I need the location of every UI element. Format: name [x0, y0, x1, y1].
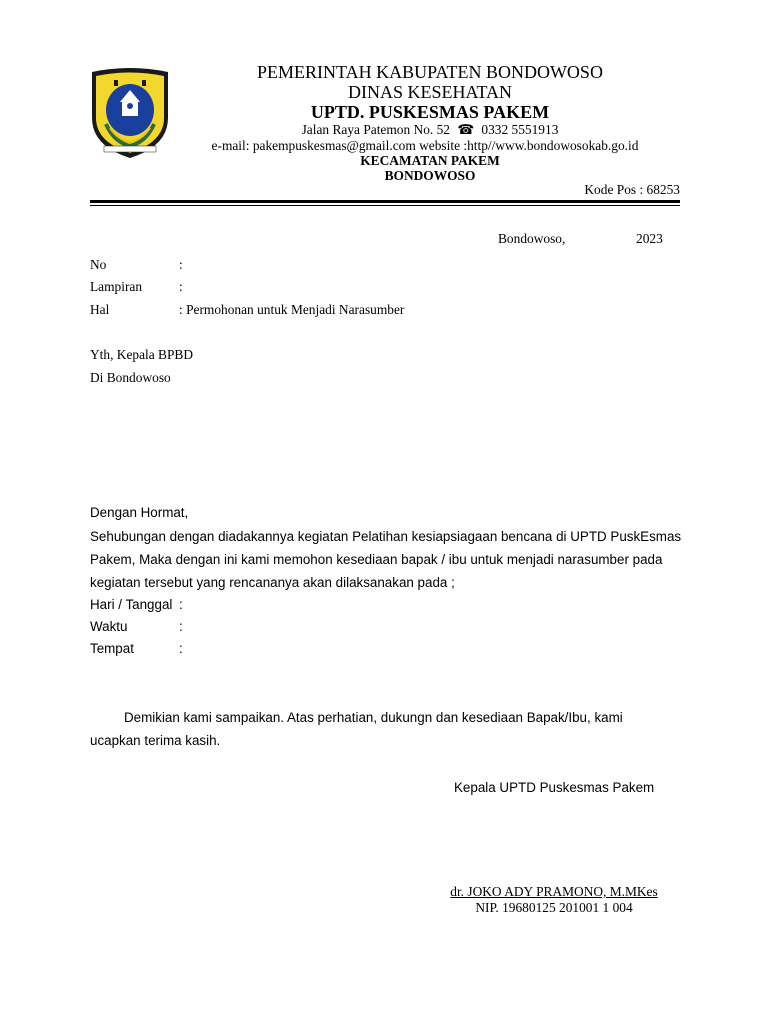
closing-line-2: ucapkan terima kasih. — [90, 733, 221, 748]
letterhead-city: BONDOWOSO — [384, 168, 476, 183]
signature-title: Kepala UPTD Puskesmas Pakem — [454, 780, 655, 795]
meta-label-lampiran: Lampiran — [90, 279, 143, 294]
paragraph-line-3: kegiatan tersebut yang rencananya akan dilaksanakan pada ; — [90, 575, 455, 590]
greeting: Dengan Hormat, — [90, 505, 189, 520]
detail-label-day: Hari / Tanggal — [90, 597, 173, 612]
letterhead-district: KECAMATAN PAKEM — [360, 153, 500, 168]
meta-value-no: : — [179, 257, 183, 272]
detail-value-place: : — [179, 641, 183, 656]
date-place: Bondowoso, — [498, 231, 566, 246]
signature-name: dr. JOKO ADY PRAMONO, M.MKes — [450, 884, 658, 899]
meta-value-hal: : Permohonan untuk Menjadi Narasumber — [179, 302, 405, 317]
recipient-at: Di Bondowoso — [90, 370, 171, 385]
recipient-to: Yth, Kepala BPBD — [90, 347, 194, 362]
letterhead-government: PEMERINTAH KABUPATEN BONDOWOSO — [257, 62, 603, 82]
paragraph-line-1: Sehubungan dengan diadakannya kegiatan Pelatihan kesiapsiagaan bencana di UPTD PuskEsmas — [90, 529, 682, 544]
letterhead-contact: e-mail: pakempuskesmas@gmail.com website :http//www.bondowosokab.go.id — [211, 138, 639, 153]
meta-label-no: No — [90, 257, 107, 272]
meta-value-lampiran: : — [179, 279, 183, 294]
phone-icon: ☎ — [457, 122, 475, 137]
header-divider-thick — [90, 200, 680, 203]
paragraph-line-2: Pakem, Maka dengan ini kami memohon kesediaan bapak / ibu untuk menjadi narasumber pada — [90, 552, 663, 567]
address: Jalan Raya Patemon No. 52 — [301, 122, 450, 137]
detail-value-day: : — [179, 597, 183, 612]
detail-label-time: Waktu — [90, 619, 128, 634]
closing-line-1: Demikian kami sampaikan. Atas perhatian, dukungn dan kesediaan Bapak/Ibu, kami — [124, 710, 623, 725]
letterhead-address-line — [180, 122, 680, 138]
phone: 0332 5551913 — [481, 122, 559, 137]
detail-value-time: : — [179, 619, 183, 634]
signature-nip: NIP. 19680125 201001 1 004 — [475, 900, 633, 915]
letterhead-postcode: Kode Pos : 68253 — [584, 182, 680, 197]
date-year: 2023 — [636, 231, 663, 246]
letterhead-department: DINAS KESEHATAN — [347, 82, 513, 102]
letterhead-unit: UPTD. PUSKESMAS PAKEM — [310, 102, 550, 122]
meta-label-hal: Hal — [90, 302, 110, 317]
detail-label-place: Tempat — [90, 641, 134, 656]
header-divider-thin — [90, 205, 680, 206]
